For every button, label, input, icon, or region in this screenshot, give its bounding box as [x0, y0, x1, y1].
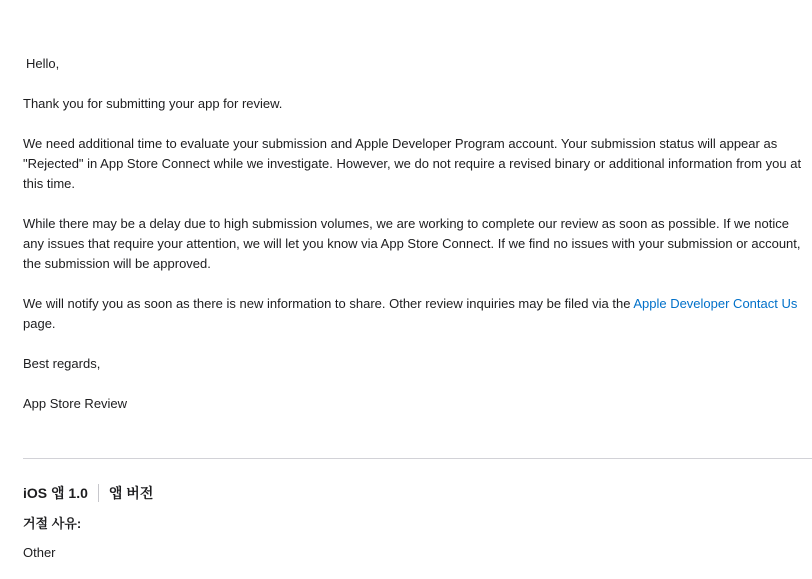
platform-version: iOS 앱 1.0 [23, 485, 88, 501]
app-version-header [23, 483, 153, 503]
contact-us-link[interactable]: Apple Developer Contact Us [633, 296, 798, 311]
closing-text: Best regards, [23, 356, 101, 371]
paragraph-notify [23, 294, 808, 334]
vertical-separator [98, 484, 99, 502]
notify-text-end: page. [23, 316, 56, 331]
paragraph-additional-time: We need additional time to evaluate your submission and Apple Developer Program account. Your submission status will appear as "Rejected" in App Store Connect while we investigate. However, we do not require a revised binary or additional information from you at this time. [23, 136, 802, 191]
paragraph-thanks: Thank you for submitting your app for review. [23, 96, 283, 111]
paragraph-delay: While there may be a delay due to high submission volumes, we are working to complete our review as soon as possible. If we notice any issues that require your attention, we will let you know via App Store Connect. If we find no issues with your submission or account, the submission will be approved. [23, 216, 801, 271]
notify-text: We will notify you as soon as there is new information to share. Other review inquiries may be filed via the [23, 296, 634, 311]
version-label: 앱 버전 [108, 485, 154, 501]
rejection-reason-value: Other [23, 545, 56, 560]
signature-text: App Store Review [23, 396, 128, 411]
rejection-reason-label: 거절 사유: [23, 516, 82, 531]
section-divider [23, 458, 812, 459]
review-message [23, 54, 808, 434]
greeting-text: Hello, [26, 56, 60, 71]
